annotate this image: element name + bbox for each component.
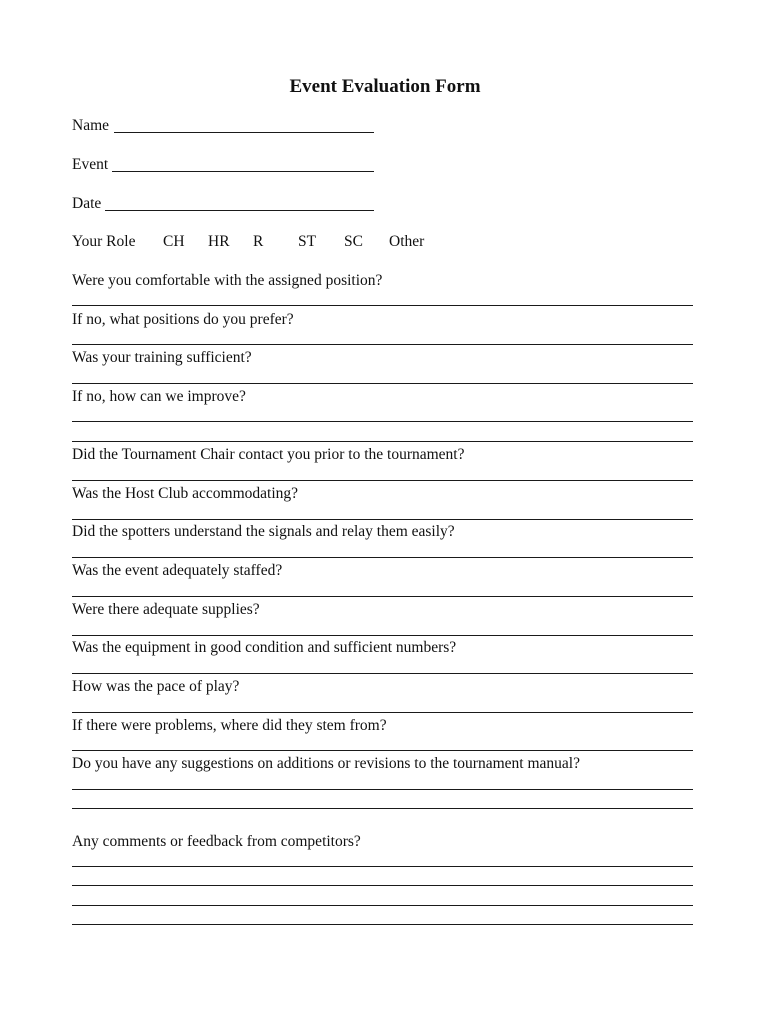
answer-line[interactable] — [72, 344, 693, 345]
role-option-other[interactable]: Other — [389, 233, 425, 250]
question-host-club: Was the Host Club accommodating? — [72, 485, 299, 502]
name-field[interactable] — [114, 132, 374, 133]
answer-line[interactable] — [72, 480, 693, 481]
answer-line[interactable] — [72, 924, 693, 925]
question-spotters-signals: Did the spotters understand the signals and relay them easily? — [72, 523, 455, 540]
date-field[interactable] — [105, 210, 374, 211]
answer-line[interactable] — [72, 596, 693, 597]
event-label: Event — [72, 156, 109, 173]
question-chair-contact: Did the Tournament Chair contact you prior to the tournament? — [72, 446, 465, 463]
role-option-st[interactable]: ST — [298, 233, 317, 250]
question-pace-of-play: How was the pace of play? — [72, 678, 240, 695]
date-label: Date — [72, 195, 102, 212]
question-adequately-staffed: Was the event adequately staffed? — [72, 562, 283, 579]
question-adequate-supplies: Were there adequate supplies? — [72, 601, 260, 618]
answer-line[interactable] — [72, 866, 693, 867]
answer-line[interactable] — [72, 441, 693, 442]
answer-line[interactable] — [72, 750, 693, 751]
question-preferred-positions: If no, what positions do you prefer? — [72, 311, 294, 328]
role-option-sc[interactable]: SC — [344, 233, 363, 250]
question-equipment-condition: Was the equipment in good condition and sufficient numbers? — [72, 639, 457, 656]
question-manual-suggestions: Do you have any suggestions on additions or revisions to the tournament manual? — [72, 755, 580, 772]
role-row — [72, 232, 692, 252]
event-field[interactable] — [112, 171, 374, 172]
answer-line[interactable] — [72, 673, 693, 674]
question-competitor-feedback: Any comments or feedback from competitors? — [72, 833, 361, 850]
question-comfortable-position: Were you comfortable with the assigned position? — [72, 272, 383, 289]
answer-line[interactable] — [72, 305, 693, 306]
answer-line[interactable] — [72, 885, 693, 886]
answer-line[interactable] — [72, 789, 693, 790]
question-problems-source: If there were problems, where did they stem from? — [72, 717, 387, 734]
question-how-improve: If no, how can we improve? — [72, 388, 246, 405]
answer-line[interactable] — [72, 383, 693, 384]
role-option-r[interactable]: R — [253, 233, 264, 250]
answer-line[interactable] — [72, 712, 693, 713]
answer-line[interactable] — [72, 635, 693, 636]
name-label: Name — [72, 117, 110, 134]
answer-line[interactable] — [72, 519, 693, 520]
answer-line[interactable] — [72, 557, 693, 558]
answer-line[interactable] — [72, 905, 693, 906]
answer-line[interactable] — [72, 421, 693, 422]
role-option-hr[interactable]: HR — [208, 233, 230, 250]
form-title: Event Evaluation Form — [289, 76, 481, 97]
question-training-sufficient: Was your training sufficient? — [72, 349, 252, 366]
answer-line[interactable] — [72, 808, 693, 809]
role-label: Your Role — [72, 233, 136, 250]
role-option-ch[interactable]: CH — [163, 233, 185, 250]
